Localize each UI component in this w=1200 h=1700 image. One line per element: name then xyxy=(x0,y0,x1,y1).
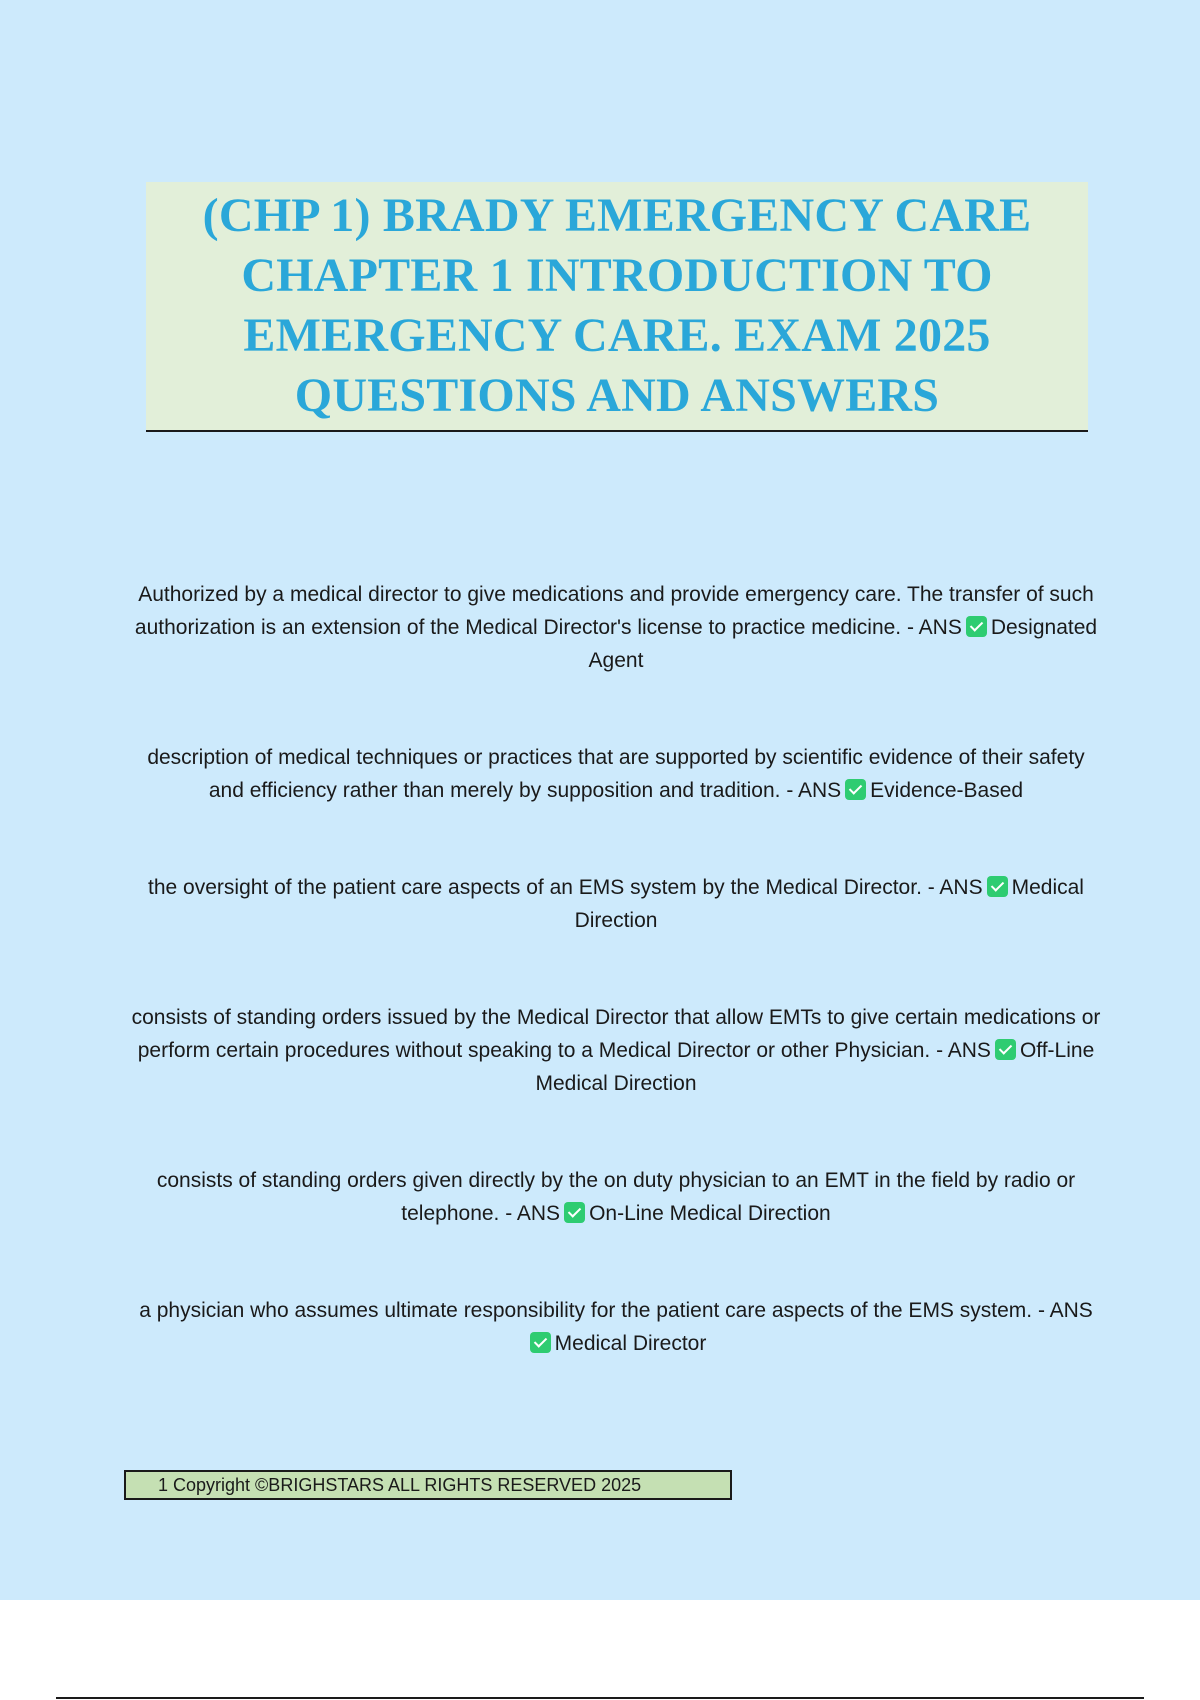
qa-item xyxy=(130,1164,1102,1230)
question-text: consists of standing orders given directly by the on duty physician to an EMT in the field by radio or telephone. - ANS xyxy=(156,1169,1076,1225)
qa-item xyxy=(130,1001,1102,1100)
check-mark-icon xyxy=(845,779,866,800)
question-text: Authorized by a medical director to give medications and provide emergency care. The transfer of such authorization is an extension of the Medical Director's license to practice medicine. - ANS xyxy=(134,583,1094,639)
check-mark-icon xyxy=(987,876,1008,897)
question-text: description of medical techniques or practices that are supported by scientific evidence of their safety and efficiency rather than merely by supposition and tradition. - ANS xyxy=(147,746,1085,802)
check-mark-icon xyxy=(564,1202,585,1223)
question-text: a physician who assumes ultimate responsibility for the patient care aspects of the EMS system. - ANS xyxy=(139,1299,1093,1322)
check-mark-icon xyxy=(995,1039,1016,1060)
answer-text: Off-Line Medical Direction xyxy=(535,1039,1095,1095)
qa-list xyxy=(130,578,1102,1424)
answer-text: Evidence-Based xyxy=(870,779,1024,802)
page-divider xyxy=(56,1697,1144,1699)
answer-text: Designated Agent xyxy=(588,616,1098,672)
document-title: (CHP 1) BRADY EMERGENCY CARE CHAPTER 1 INTRODUCTION TO EMERGENCY CARE. EXAM 2025 QUESTIONS AND ANSWERS xyxy=(202,189,1032,422)
qa-item xyxy=(130,871,1102,937)
copyright-footer: 1 Copyright ©BRIGHSTARS ALL RIGHTS RESERVED 2025 xyxy=(124,1470,732,1500)
qa-item xyxy=(130,578,1102,677)
check-mark-icon xyxy=(966,616,987,637)
qa-item xyxy=(130,1294,1102,1360)
answer-text: Medical Direction xyxy=(574,876,1084,932)
check-mark-icon xyxy=(530,1332,551,1353)
title-banner xyxy=(146,182,1088,432)
question-text: the oversight of the patient care aspects of an EMS system by the Medical Director. - ANS xyxy=(148,876,983,899)
answer-text: Medical Director xyxy=(554,1332,707,1355)
answer-text: On-Line Medical Direction xyxy=(589,1202,831,1225)
qa-item xyxy=(130,741,1102,807)
question-text: consists of standing orders issued by the Medical Director that allow EMTs to give certain medications or perform certain procedures without speaking to a Medical Director or other Physician. - ANS xyxy=(131,1006,1101,1062)
